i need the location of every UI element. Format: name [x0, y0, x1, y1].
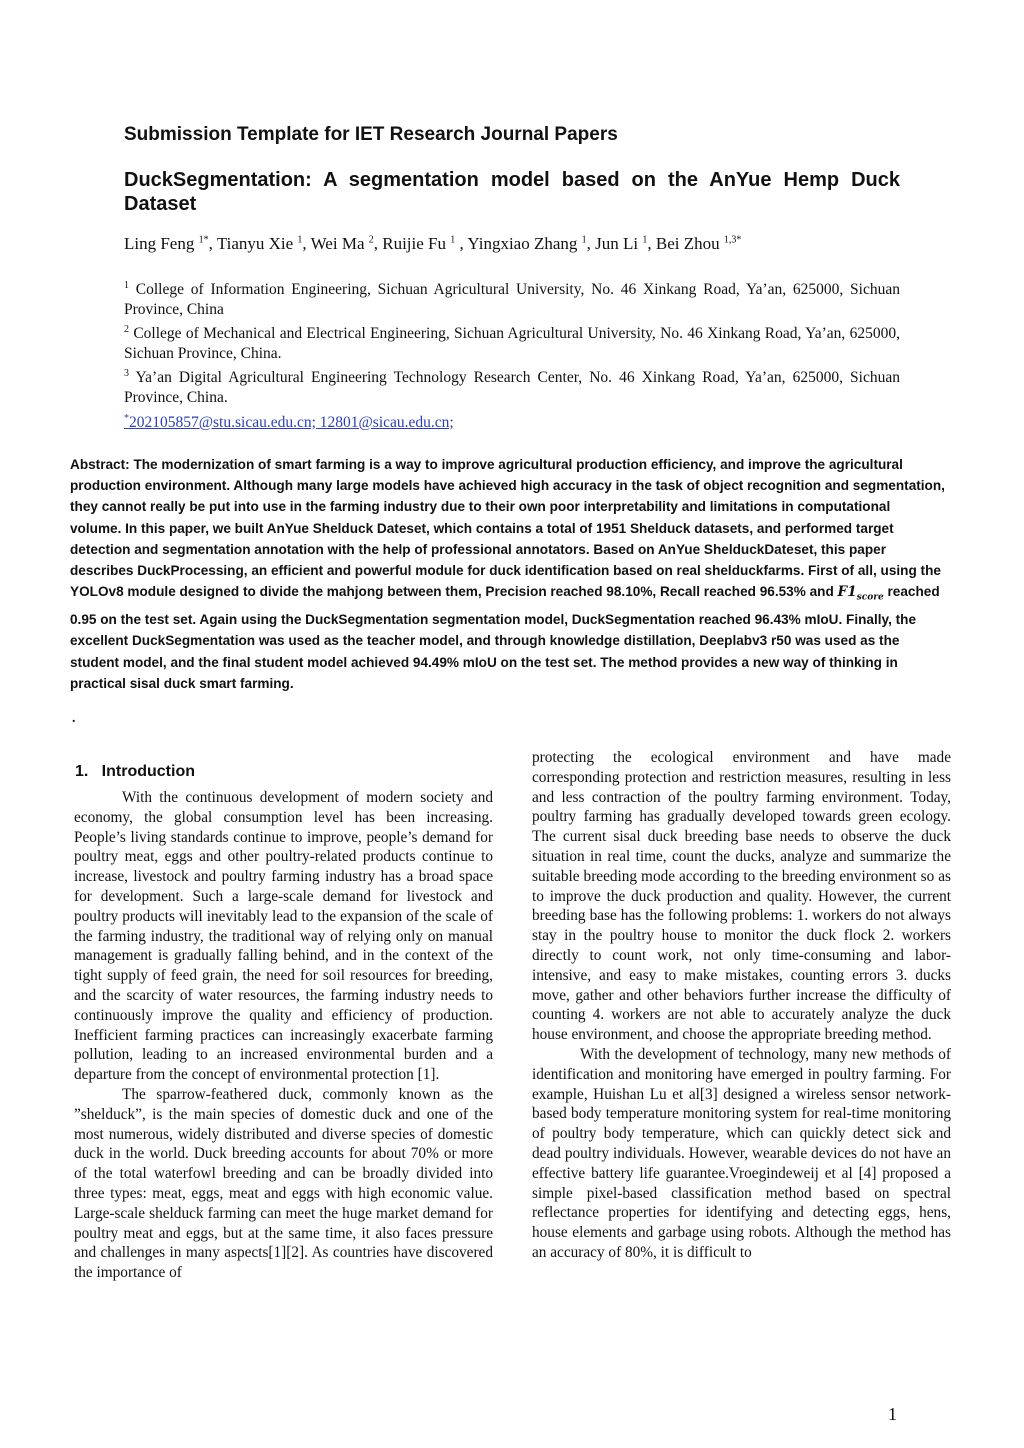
abstract-text-continued: reached 0.95 on the test set. Again using the DuckSegmentation segmentation model, DuckSegmentation reached 96.43% mIoU. Finally, the excellent DuckSegmentation was used as the teacher model, and through knowledge distillation, Deeplabv3 r50 was used as the student model, and the final student model achieved 94.49% mIoU on the test set. The method provides a new way of thinking in practical sisal duck smart farming.: [70, 584, 940, 691]
author-affiliation-marker: 1: [642, 234, 648, 246]
affiliations: [124, 276, 900, 433]
author-name: Jun Li: [595, 234, 643, 253]
author-name: Ling Feng: [124, 234, 199, 253]
email-line[interactable]: [124, 408, 900, 432]
author-separator: ,: [647, 234, 656, 253]
author-name: Ruijie Fu: [382, 234, 451, 253]
author-name: Yingxiao Zhang: [467, 234, 582, 253]
email-text[interactable]: 202105857@stu.sicau.edu.cn; 12801@sicau.edu.cn;: [129, 413, 454, 431]
author-separator: ,: [455, 234, 468, 253]
section-heading-introduction: 1. Introduction: [75, 763, 195, 780]
abstract-text: Abstract: The modernization of smart farming is a way to improve agricultural production efficiency, and improve the agricultural production environment. Although many large models have achieved high accuracy in the task of object recognition and segmentation, they cannot really be put into use in the farming industry due to their own poor interpretability and limitations in computational volume. In this paper, we built AnYue Shelduck Dateset, which contains a total of 1951 Shelduck datasets, and performed target detection and segmentation annotation with the help of professional annotators. Based on AnYue ShelduckDateset, this paper describes DuckProcessing, an efficient and powerful module for duck identification based on real shelduckfarms. First of all, using the YOLOv8 module designed to divide the mahjong between them, Precision reached 98.10%, Recall reached 96.53% and: [70, 457, 945, 600]
author-affiliation-marker: 1,3*: [723, 234, 742, 246]
page-number: 1: [888, 1404, 897, 1424]
body-paragraph: With the development of technology, many new methods of identification and monitoring have emerged in poultry farming. For example, Huishan Lu et al[3] designed a wireless sensor network-based body temperature monitoring system for real-time monitoring of poultry body temperature, which can quickly detect sick and dead poultry individuals. However, wearable devices do not have an effective battery life guarantee.Vroegindeweij et al [4] proposed a simple pixel-based classification method based on spectral reflectance properties for identifying and detecting eggs, hens, house elements and garbage using robots. Although the method has an accuracy of 80%, it is difficult to: [532, 1045, 951, 1261]
email-link[interactable]: [124, 414, 454, 431]
author-list: [124, 234, 741, 254]
email-marker: *: [124, 412, 129, 424]
affiliation-item: [124, 320, 900, 364]
left-column: [74, 788, 493, 1283]
body-paragraph: With the continuous development of modern society and economy, the global consumption level has been increasing. People’s living standards continue to improve, people’s demand for poultry meat, eggs and other poultry-related products continue to increase, livestock and poultry farming industry has a broad space for development. Such a large-scale demand for livestock and poultry products will inevitably lead to the expansion of the scale of the farming industry, the traditional way of relying only on manual management is gradually falling behind, and in the context of the tight supply of feed grain, the need for soil resources for breeding, and the scarcity of water resources, the farming industry needs to continuously improve the quality and efficiency of production. Inefficient farming practices can increasingly exacerbate farming pollution, leading to an increased environmental burden and a departure from the concept of environmental protection [1].: [74, 789, 493, 1084]
affiliation-marker: 2: [124, 324, 129, 336]
affiliation-text: College of Information Engineering, Sichuan Agricultural University, No. 46 Xinkang Road, Ya’an, 625000, Sichuan Province, China: [124, 281, 900, 319]
author-name: Tianyu Xie: [216, 234, 298, 253]
affiliation-item: [124, 364, 900, 408]
author-affiliation-marker: 1*: [198, 234, 209, 246]
author-separator: ,: [302, 234, 311, 253]
affiliation-marker: 3: [124, 368, 129, 380]
abstract: [70, 454, 945, 694]
author-name: Bei Zhou: [655, 234, 724, 253]
author-separator: ,: [208, 234, 217, 253]
formula-base: F1: [837, 584, 857, 601]
template-title: Submission Template for IET Research Journal Papers: [124, 124, 618, 145]
affiliation-text: Ya’an Digital Agricultural Engineering Technology Research Center, No. 46 Xinkang Road, Ya’an, 625000, Sichuan Province, China.: [124, 369, 900, 407]
author-separator: ,: [373, 234, 383, 253]
author-name: Wei Ma: [310, 234, 369, 253]
f1-score-formula: [837, 584, 884, 603]
author-affiliation-marker: 1: [450, 234, 456, 246]
formula-subscript: score: [856, 592, 884, 603]
affiliation-text: College of Mechanical and Electrical Engineering, Sichuan Agricultural University, No. 46 Xinkang Road, Ya’an, 625000, Sichuan Province, China.: [124, 325, 900, 363]
right-column: [532, 748, 951, 1263]
body-paragraph: The sparrow-feathered duck, commonly known as the ”shelduck”, is the main species of domestic duck and one of the most numerous, widely distributed and diverse species of domestic duck in the world. Duck breeding accounts for about 70% or more of the total waterfowl breeding and can be broadly divided into three types: meat, eggs, meat and eggs with high economic value. Large-scale shelduck farming can meet the huge market demand for poultry meat and eggs, but at the same time, it also faces pressure and challenges in many aspects[1][2]. As countries have discovered the importance of: [74, 1085, 493, 1282]
abstract-trailing-dot: .: [72, 711, 76, 726]
author-separator: ,: [586, 234, 596, 253]
affiliation-item: [124, 276, 900, 320]
paper-title: DuckSegmentation: A segmentation model based on the AnYue Hemp Duck Dataset: [124, 169, 900, 215]
author-affiliation-marker: 2: [368, 234, 374, 246]
author-affiliation-marker: 1: [297, 234, 303, 246]
author-affiliation-marker: 1: [581, 234, 587, 246]
body-paragraph: protecting the ecological environment and have made corresponding protection and restriction measures, resulting in less and less contraction of the poultry farming environment. Today, poultry farming has gradually developed towards green ecology. The current sisal duck breeding base needs to observe the duck situation in real time, count the ducks, analyze and summarize the suitable breeding mode according to the breeding environment so as to improve the duck production and quality. However, the current breeding base has the following problems: 1. workers do not always stay in the poultry house to monitor the duck flock 2. workers directly to count work, not only time-consuming and labor-intensive, and easy to make mistakes, counting errors 3. ducks move, gather and other behaviors further increase the difficulty of counting 4. workers are not able to accurately analyze the duck house environment, and choose the appropriate breeding method.: [532, 749, 951, 1044]
affiliation-marker: 1: [124, 280, 129, 291]
